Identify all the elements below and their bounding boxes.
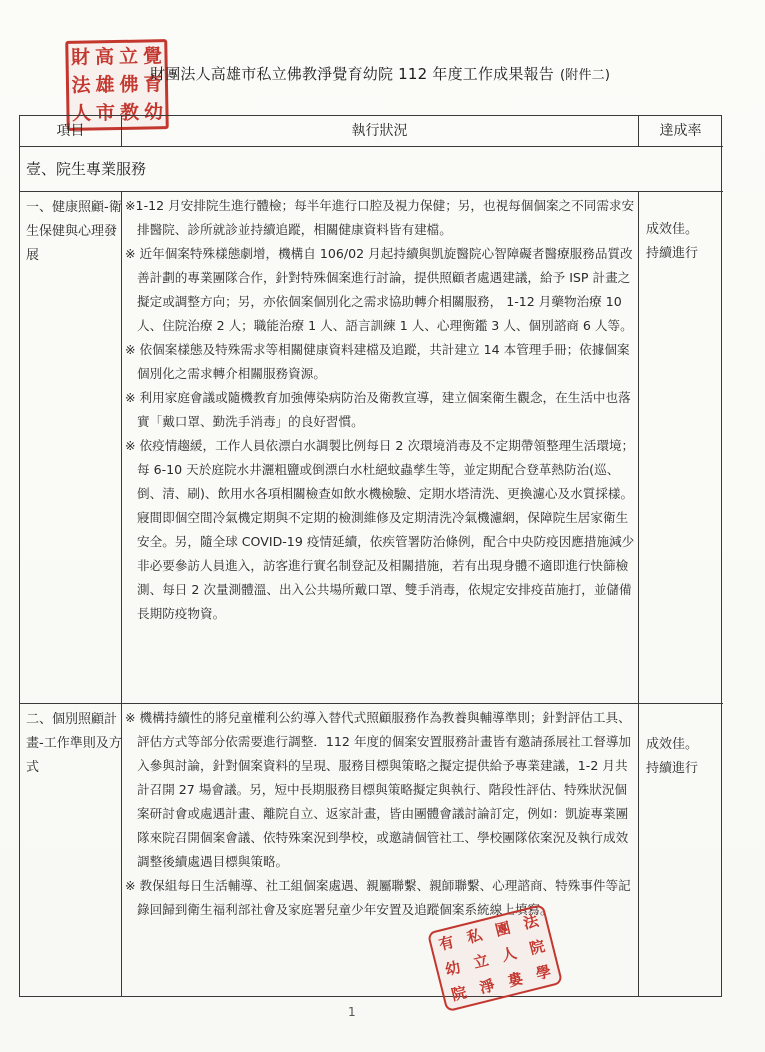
- row-item-care-plan: 二、個別照顧計畫-工作準則及方式: [26, 712, 122, 775]
- seal-glyph: 院: [449, 983, 469, 1005]
- content-paragraph: ※ 依疫情趨緩，工作人員依漂白水調製比例每日 2 次環境消毒及不定期帶領整理生活環境；每 6-10 天於庭院水井灑粗鹽或倒漂白水杜絕蚊蟲孳生等，並定期配合登革熱防治(巡、倒、清、刷)、飲用水各項相關檢查如飲水機檢驗、定期水塔清洗、更換濾心及水質採樣。寢間即個空間冷氣機定期與不定期的檢測維修及定期清洗冷氣機濾網，保障院生居家衛生安全。另，隨全球 COVID-19 疫情延續，依疾管署防治條例，配合中央防疫因應措施減少非必要參訪人員進入，訪客進行實名制登記及相關措施，若有出現身體不適即進行快篩檢測、每日 2 次量測體溫、出入公共場所戴口罩、雙手消毒，依規定安排疫苗施打，並儲備長期防疫物資。: [125, 438, 635, 621]
- content-paragraph: ※ 機構持續性的將兒童權利公約導入替代式照顧服務作為教養與輔導準則；針對評估工具、評估方式等部分依需要進行調整．112 年度的個案安置服務計畫皆有邀請孫展社工督導加入參與討論，針對個案資料的呈現、服務目標與策略之擬定提供給予專業建議，1-2 月共計召開 27 場會議。另，短中長期服務目標與策略擬定與執行、階段性評估、特殊狀況個案研討會或處遇計畫、離院自立、返家計畫，皆由團體會議討論訂定，例如：凱旋專業團隊來院召開個案會議、依特殊案況到學校，或邀請個管社工、學校團隊依案況及執行成效調整後續處遇目標與策略。: [125, 710, 632, 869]
- seal-glyph: 育: [143, 73, 163, 96]
- section-title: 壹、院生專業服務: [26, 160, 147, 178]
- content-paragraph: ※ 利用家庭會議或隨機教育加強傳染病防治及衛教宣導，建立個案衛生觀念，在生活中也落實「戴口罩、勤洗手消毒」的良好習慣。: [125, 390, 631, 429]
- content-paragraph: ※ 依個案樣態及特殊需求等相關健康資料建檔及追蹤，共計建立 14 本管理手冊；依據個案個別化之需求轉介相關服務資源。: [125, 342, 630, 381]
- rate-line: 持續進行: [646, 246, 699, 261]
- row-rate-health: [646, 218, 720, 266]
- header-status: 執行狀況: [351, 123, 408, 139]
- seal-glyph: 佛: [119, 73, 139, 96]
- section-divider: [20, 191, 723, 192]
- seal-glyph: 財: [70, 46, 91, 69]
- header-rate: 達成率: [659, 123, 702, 139]
- seal-glyph: 雄: [95, 74, 115, 97]
- rate-line: 成效佳。: [646, 737, 699, 752]
- seal-glyph: 私: [465, 925, 485, 947]
- seal-glyph: 有: [437, 932, 456, 954]
- seal-glyph: 婁: [505, 969, 525, 991]
- seal-glyph: 人: [499, 943, 519, 966]
- rate-line: 持續進行: [646, 761, 699, 776]
- seal-glyph: 法: [71, 74, 91, 97]
- header-item: 項目: [56, 123, 85, 139]
- column-divider-rate: [638, 116, 639, 997]
- seal-glyph: 人: [71, 102, 92, 125]
- page-number: 1: [348, 1005, 356, 1019]
- row-rate-care-plan: [646, 733, 720, 781]
- seal-glyph: 院: [527, 936, 547, 959]
- seal-glyph: 學: [534, 962, 553, 984]
- row-divider: [20, 703, 723, 704]
- seal-glyph: 團: [493, 918, 513, 940]
- row-content-care-plan: [125, 706, 637, 922]
- rate-line: 成效佳。: [646, 222, 699, 237]
- report-title: 財團法人高雄市私立佛教淨覺育幼院 112 年度工作成果報告: [150, 65, 554, 83]
- seal-glyph: 幼: [443, 957, 463, 980]
- annex-label: (附件二): [559, 68, 611, 83]
- seal-glyph: 立: [118, 45, 139, 68]
- page-title: [150, 63, 710, 84]
- seal-glyph: 淨: [477, 976, 497, 998]
- seal-glyph: 市: [95, 102, 116, 125]
- content-paragraph: ※1-12 月安排院生進行體檢；每半年進行口腔及視力保健；另，也視每個個案之不同需求安排醫院、診所就診並持續追蹤，相關健康資料皆有建檔。: [125, 198, 635, 237]
- seal-glyph: 覺: [142, 45, 163, 68]
- seal-glyph: 幼: [143, 101, 164, 124]
- seal-glyph: 教: [119, 101, 140, 124]
- row-content-health: [125, 194, 637, 626]
- report-table: [19, 115, 722, 997]
- content-paragraph: ※ 教保組每日生活輔導、社工組個案處遇、親屬聯繫、親師聯繫、心理諮商、特殊事件等記錄回歸到衛生福利部社會及家庭署兒童少年安置及追蹤個案系統線上填寫。: [125, 878, 631, 917]
- content-paragraph: ※ 近年個案特殊樣態劇增，機構自 106/02 月起持續與凱旋醫院心智障礙者醫療服務品質改善計劃的專業團隊合作，針對特殊個案進行討論，提供照顧者處遇建議，給予 ISP 計畫之擬定或調整方向；另，亦依個案個別化之需求協助轉介相關服務， 1-12 月藥物治療 10 人、住院治療 2 人；職能治療 1 人、語言訓練 1 人、心理衡鑑 3 人、個別諮商 6 人等。: [125, 246, 633, 333]
- seal-glyph: 法: [521, 911, 541, 933]
- seal-glyph: 立: [471, 950, 491, 973]
- seal-glyph: 高: [94, 46, 115, 69]
- row-item-health: 一、健康照顧-衛生保健與心理發展: [26, 200, 122, 263]
